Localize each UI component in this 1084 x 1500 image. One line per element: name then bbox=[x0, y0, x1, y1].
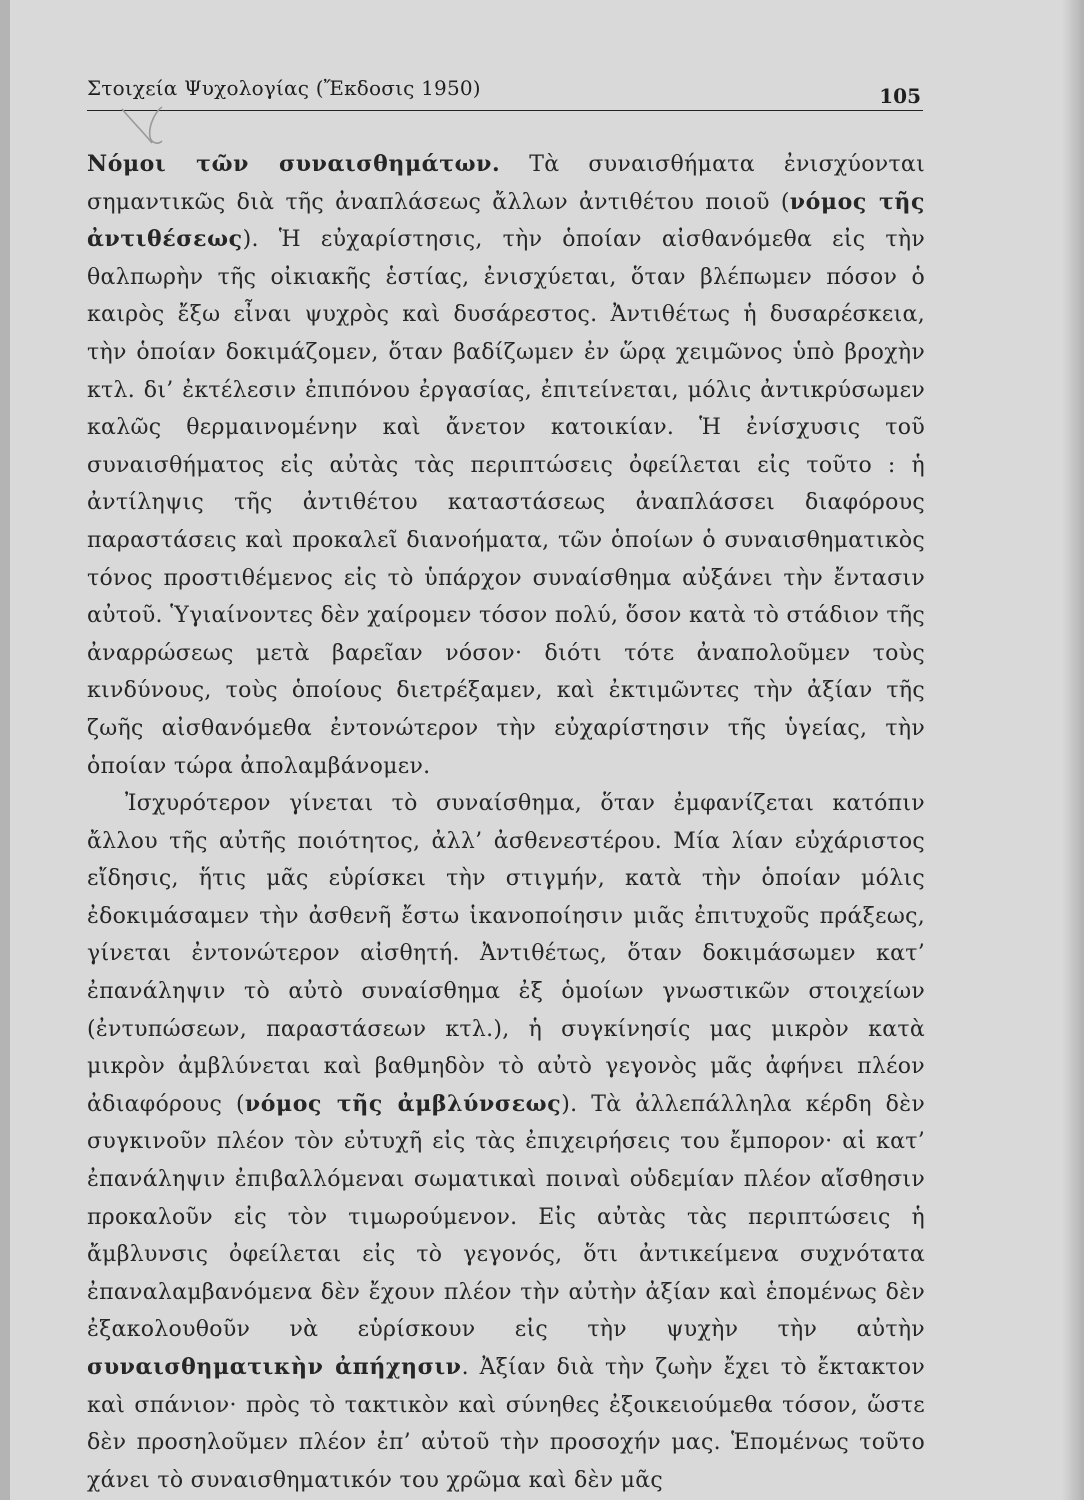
paragraph-text: ). Ἡ εὐχαρίστησις, τὴν ὁποίαν αἰσθανόμεθα εἰς τὴν θαλπωρὴν τῆς οἰκιακῆς ἑστίας, ἐνισχύεται, ὅταν βλέπωμεν πόσον ὁ καιρὸς ἔξω εἶναι ψυχρὸς καὶ δυσάρεστος. Ἀντιθέτως ἡ δυσαρέσκεια, τὴν ὁποίαν δοκιμάζομεν, ὅταν βαδίζωμεν ἐν ὥρᾳ χειμῶνος ὑπὸ βροχὴν κτλ. δι’ ἐκτέλεσιν ἐπιπόνου ἐργασίας, ἐπιτείνεται, μόλις ἀντικρύσωμεν καλῶς θερμαινομένην καὶ ἄνετον κατοικίαν. Ἡ ἐνίσχυσις τοῦ συναισθήματος εἰς αὐτὰς τὰς περιπτώσεις ὀφείλεται εἰς τοῦτο : ἡ ἀντίληψις τῆς ἀντιθέτου καταστάσεως ἀναπλάσσει διαφόρους παραστάσεις καὶ προκαλεῖ διανοήματα, τῶν ὁποίων ὁ συναισθηματικὸς τόνος προστιθέμενος εἰς τὸ ὑπάρχον συναίσθημα αὐξάνει τὴν ἔντασιν αὐτοῦ. Ὑγιαίνοντες δὲν χαίρομεν τόσον πολύ, ὅσον κατὰ τὸ στάδιον τῆς ἀναρρώσεως μετὰ βαρεῖαν νόσον· διότι τότε ἀναπολοῦμεν τοὺς κινδύνους, τοὺς ὁποίους διετρέξαμεν, καὶ ἐκτιμῶντες τὴν ἀξίαν τῆς ζωῆς αἰσθανόμεθα ἐντονώτερον τὴν εὐχαρίστησιν τῆς ὑγείας, τὴν ὁποίαν τώρα ἀπολαμβάνομεν. bbox=[87, 227, 925, 779]
running-title: Στοιχεία Ψυχολογίας (Ἔκδοσις 1950) bbox=[87, 76, 481, 100]
running-header bbox=[87, 74, 923, 111]
main-text bbox=[87, 146, 925, 1499]
pencil-check-mark bbox=[118, 103, 168, 149]
paragraph-text: Τὰ συναισθήματα ἐνισχύονται σημαντικῶς διὰ τῆς ἀναπλάσεως ἄλλων ἀντιθέτου ποιοῦ ( bbox=[87, 152, 925, 215]
emphasized-term: νόμος τῆς ἀμβλύνσεως bbox=[244, 1090, 562, 1117]
paragraph-text: ). Τὰ ἀλλεπάλληλα κέρδη δὲν συγκινοῦν πλέον τὸν εὐτυχῆ εἰς τὰς ἐπιχειρήσεις του ἔμπορον· αἱ κατ’ ἐπανάληψιν ἐπιβαλλόμεναι σωματικαὶ ποιναὶ οὐδεμίαν πλέον αἴσθησιν προκαλοῦν εἰς τὸν τιμωρούμενον. Εἰς αὐτὰς τὰς περιπτώσεις ἡ ἄμβλυνσις ὀφείλεται εἰς τὸ γεγονός, ὅτι ἀντικείμενα συχνότατα ἐπαναλαμβανόμενα δὲν ἔχουν πλέον τὴν αὐτὴν ἀξίαν καὶ ἑπομένως δὲν ἐξακολουθοῦν νὰ εὑρίσκουν εἰς τὴν ψυχὴν τὴν αὐτὴν bbox=[87, 1091, 926, 1343]
section-heading: Νόμοι τῶν συναισθημάτων. bbox=[87, 151, 501, 177]
emphasized-term: συναισθηματικὴν ἀπήχησιν bbox=[87, 1354, 462, 1380]
emphasized-term: νόμος τῆς ἀντιθέσεως bbox=[87, 188, 925, 253]
paragraph-text: Ἰσχυρότερον γίνεται τὸ συναίσθημα, ὅταν ἐμφανίζεται κατόπιν ἄλλου τῆς αὐτῆς ποιότητος, ἀλλ’ ἀσθενεστέρου. Μία λίαν εὐχάριστος εἴδησις, ἥτις μᾶς εὑρίσκει τὴν στιγμήν, κατὰ τὴν ὁποίαν μόλις ἐδοκιμάσαμεν τὴν ἀσθενῆ ἔστω ἱκανοποίησιν μιᾶς ἐπιτυχοῦς πράξεως, γίνεται ἐντονώτερον αἰσθητή. Ἀντιθέτως, ὅταν δοκιμάσωμεν κατ’ ἐπανάληψιν τὸ αὐτὸ συναίσθημα ἐξ ὁμοίων γνωστικῶν στοιχείων (ἐντυπώσεων, παραστάσεων κτλ.), ἡ συγκίνησίς μας μικρὸν κατὰ μικρὸν ἀμβλύνεται καὶ βαθμηδὸν τὸ αὐτὸ γεγονὸς μᾶς ἀφήνει πλέον ἀδιαφόρους ( bbox=[87, 791, 925, 1117]
paragraph-law-of-blunting bbox=[87, 785, 925, 1499]
page-number: 105 bbox=[879, 84, 921, 108]
paragraph-text: . Ἀξίαν διὰ τὴν ζωὴν ἔχει τὸ ἔκτακτον καὶ σπάνιον· πρὸς τὸ τακτικὸν καὶ σύνηθες ἐξοικειούμεθα τόσον, ὥστε δὲν προσηλοῦμεν πλέον ἐπ’ αὐτοῦ τὴν προσοχήν μας. Ἑπομένως τοῦτο χάνει τὸ συναισθηματικόν του χρῶμα καὶ δὲν μᾶς bbox=[87, 1355, 925, 1493]
paragraph-law-of-contrast bbox=[87, 146, 925, 785]
